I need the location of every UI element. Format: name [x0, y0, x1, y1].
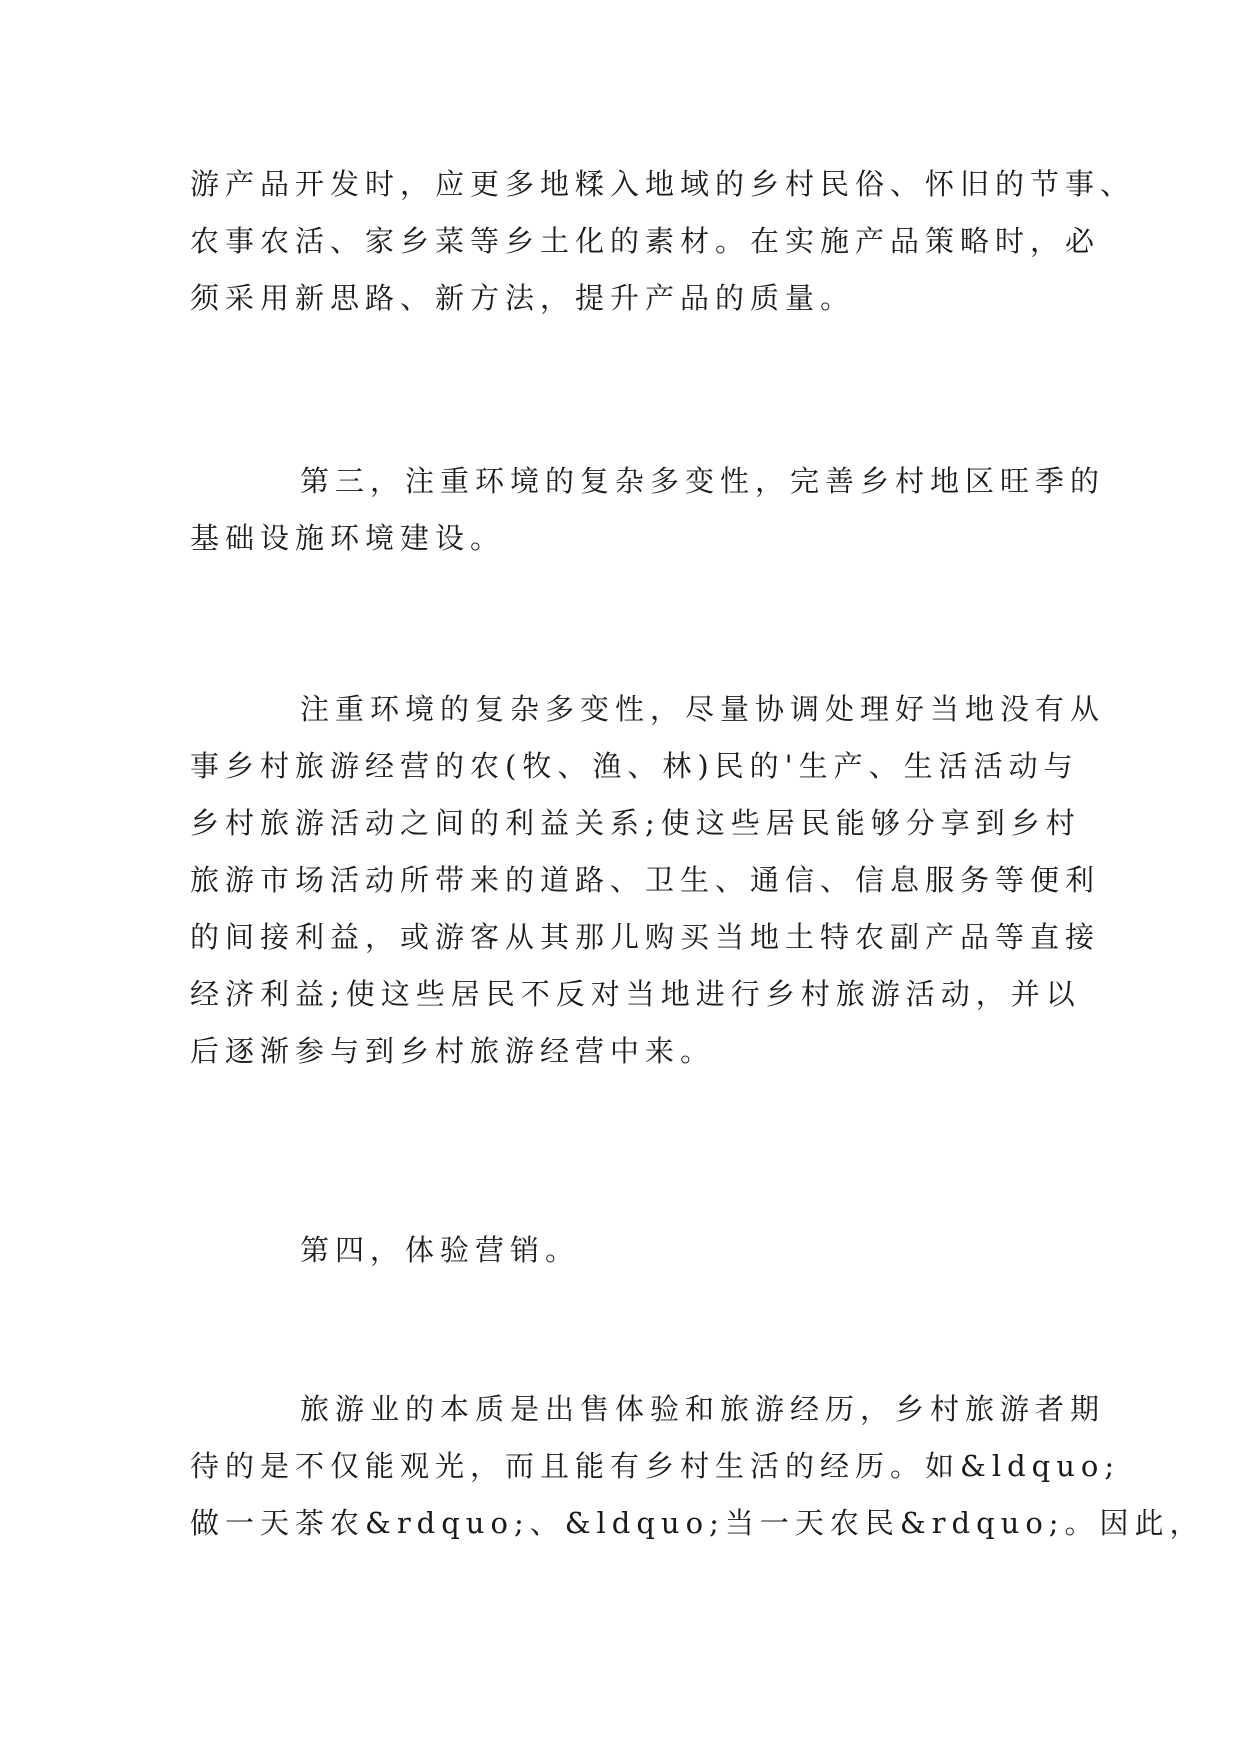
text-line: 做一天茶农&rdquo;、&ldquo;当一天农民&rdquo;。因此，: [190, 1506, 1205, 1540]
text-line: 第四，体验营销。: [300, 1233, 581, 1267]
paragraph-fourth-point: [190, 1222, 1052, 1279]
text-line: 第三，注重环境的复杂多变性，完善乡村地区旺季的: [300, 464, 1106, 498]
text-line: 农事农活、家乡菜等乡土化的素材。在实施产品策略时，必: [190, 224, 1101, 258]
paragraph-environment: [190, 681, 1106, 1080]
paragraph-product-development: [190, 156, 1136, 327]
text-line: 经济利益;使这些居民不反对当地进行乡村旅游活动，并以: [190, 977, 1081, 1011]
text-line: 乡村旅游活动之间的利益关系;使这些居民能够分享到乡村: [190, 806, 1081, 840]
text-line: 待的是不仅能观光，而且能有乡村生活的经历。如&ldquo;: [190, 1449, 1121, 1483]
text-line: 须采用新思路、新方法，提升产品的质量。: [190, 281, 856, 315]
paragraph-third-point: [190, 453, 1106, 567]
paragraph-experience-marketing: [190, 1381, 1205, 1552]
text-line: 基础设施环境建设。: [190, 521, 506, 555]
text-line: 旅游业的本质是出售体验和旅游经历，乡村旅游者期: [300, 1392, 1106, 1426]
text-line: 事乡村旅游经营的农(牧、渔、林)民的'生产、生活活动与: [190, 749, 1079, 783]
text-line: 的间接利益，或游客从其那儿购买当地土特农副产品等直接: [190, 920, 1101, 954]
text-line: 旅游市场活动所带来的道路、卫生、通信、信息服务等便利: [190, 863, 1101, 897]
text-line: 注重环境的复杂多变性，尽量协调处理好当地没有从: [300, 692, 1106, 726]
text-line: 后逐渐参与到乡村旅游经营中来。: [190, 1034, 716, 1068]
text-line: 游产品开发时，应更多地糅入地域的乡村民俗、怀旧的节事、: [190, 167, 1136, 201]
